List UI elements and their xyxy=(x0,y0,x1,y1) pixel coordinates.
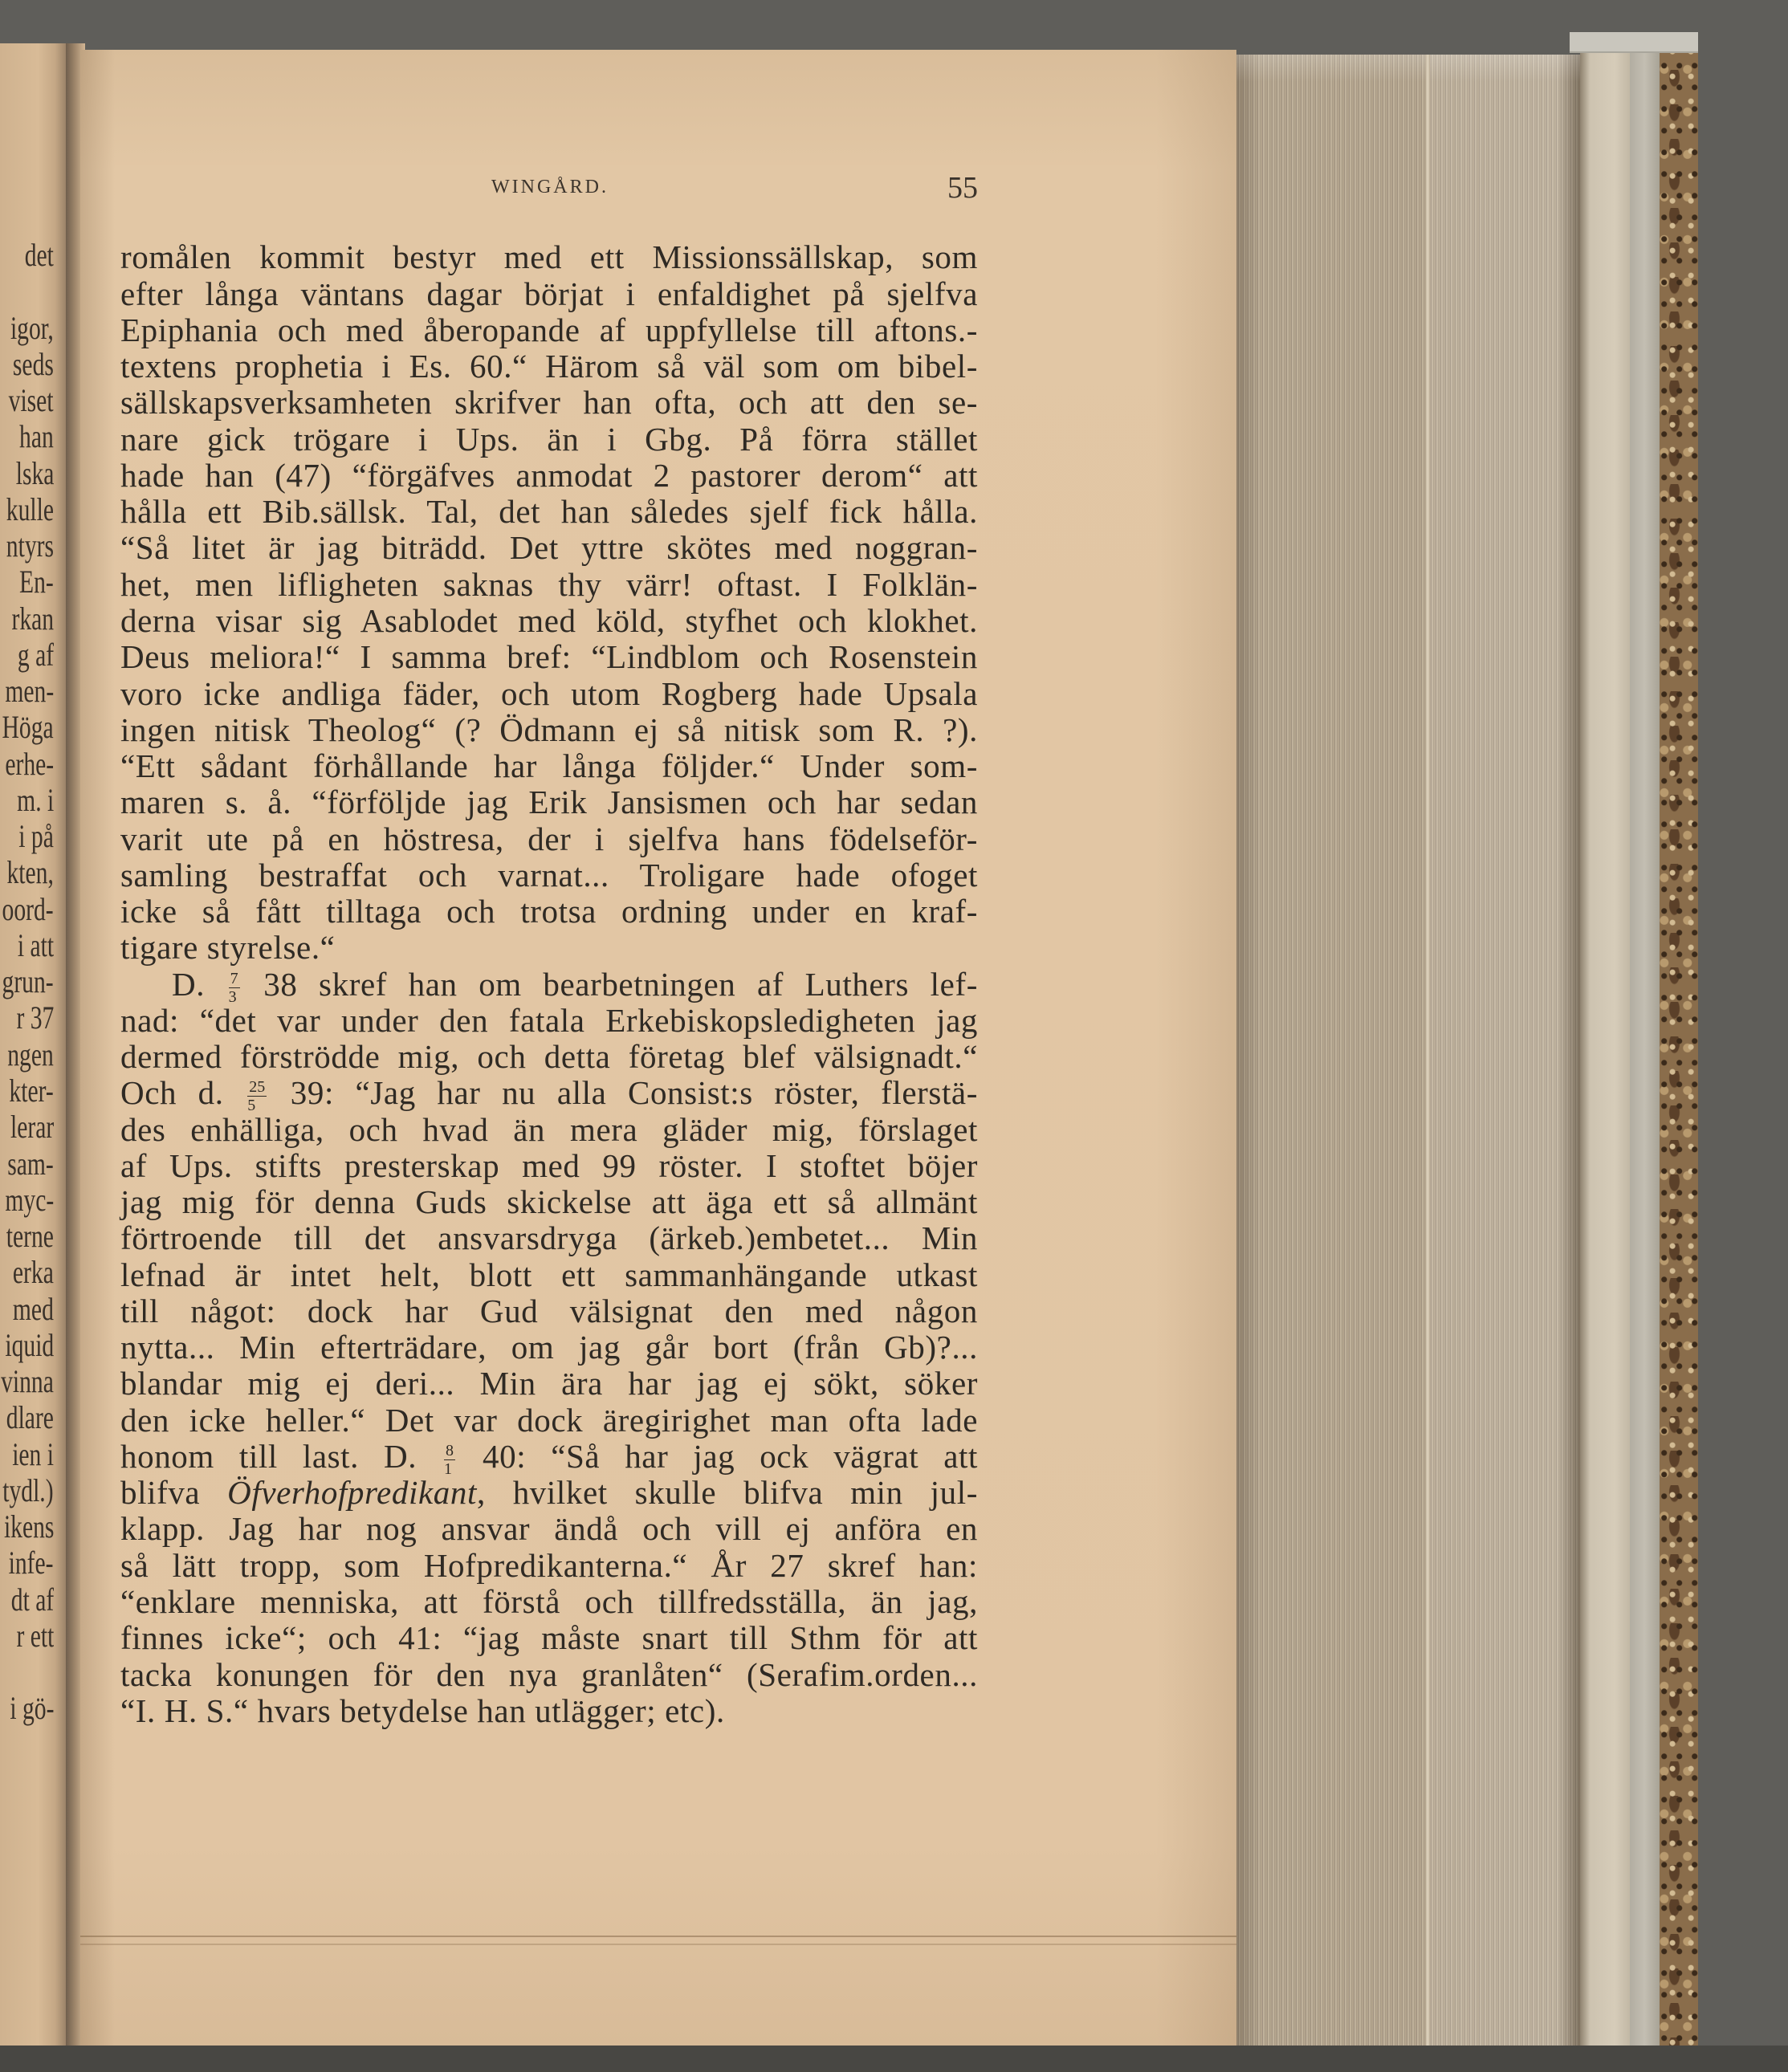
text-line xyxy=(120,1437,978,1479)
left-page-fragment: lerar xyxy=(10,1109,54,1146)
left-page-fragment: med xyxy=(13,1290,54,1327)
text-line: klapp. Jag har nog ansvar ändå och vill ej anföra en xyxy=(120,1510,978,1548)
text-line: Epiphania och med åberopande af uppfyllelse till aftons.- xyxy=(120,311,978,348)
left-page-fragment: r 37 xyxy=(16,999,54,1036)
text-line: hade han (47) “förgäfves anmodat 2 pastorer derom“ att xyxy=(120,456,978,494)
text-line: textens prophetia i Es. 60.“ Härom så väl som om bibel- xyxy=(120,348,978,385)
left-page-fragment: men- xyxy=(5,673,54,710)
date-fraction xyxy=(444,1443,455,1477)
left-page-fragment: terne xyxy=(6,1218,54,1255)
text-line: derna visar sig Asablodet med köld, styfhet och klokhet. xyxy=(120,601,978,639)
fraction-numerator: 8 xyxy=(446,1442,454,1460)
left-page-fragment: tydl.) xyxy=(2,1472,54,1508)
left-page-fragment: kten, xyxy=(6,854,54,891)
text-line: het, men lifligheten saknas thy värr! oftast. I Folklän- xyxy=(120,565,978,603)
text-line: varit ute på en höstresa, der i sjelfva hans födelseför- xyxy=(120,820,978,857)
text-line: tigare styrelse.“ xyxy=(120,929,336,967)
text-line xyxy=(120,1074,978,1115)
endpaper xyxy=(1580,47,1630,2047)
left-page-fragment: r ett xyxy=(16,1617,54,1654)
left-page-fragment: sam- xyxy=(7,1145,54,1182)
cover-board xyxy=(1630,40,1660,2047)
text-line: romålen kommit bestyr med ett Missionssällskap, som xyxy=(120,238,978,276)
fraction-denominator: 3 xyxy=(228,987,237,1006)
main-page xyxy=(80,50,1236,2046)
page-edges xyxy=(1236,55,1580,2046)
text-line: voro icke andliga fäder, och utom Rogberg hade Upsala xyxy=(120,674,978,712)
left-page-fragment: det xyxy=(24,237,54,273)
left-page-fragment: iquid xyxy=(5,1326,54,1363)
text-line: så lätt tropp, som Hofpredikanterna.“ År 27 skref han: xyxy=(120,1546,978,1584)
text-line: efter långa väntans dagar börjat i enfaldighet på sjelfva xyxy=(120,275,978,312)
text-run: , hvilket skulle blifva min jul- xyxy=(476,1474,978,1512)
left-page-fragment: ngen xyxy=(7,1036,54,1073)
text-run: blifva xyxy=(120,1474,228,1512)
page-curl-line xyxy=(80,1944,1236,1945)
table-surface xyxy=(0,2046,1788,2072)
page-edges-divider xyxy=(1426,55,1430,2046)
text-line: dermed förströdde mig, och detta företag blef välsignadt.“ xyxy=(120,1038,978,1076)
text-line: samling bestraffat och varnat... Troligare hade ofoget xyxy=(120,856,978,894)
left-page-fragment: han xyxy=(19,418,54,455)
text-run: Och d. xyxy=(120,1074,246,1112)
left-page-fragment: erka xyxy=(13,1254,54,1291)
left-page-fragment: g af xyxy=(17,636,54,673)
left-page-fragment: rkan xyxy=(11,600,54,637)
left-page-fragment: dt af xyxy=(10,1581,54,1618)
marbled-cover-edge xyxy=(1660,35,1698,2047)
page-number: 55 xyxy=(947,171,978,205)
left-page-fragment: igor, xyxy=(10,309,54,346)
body-text xyxy=(120,239,978,1765)
text-line xyxy=(120,1475,978,1511)
fraction-denominator: 1 xyxy=(444,1460,453,1479)
text-line: af Ups. stifts presterskap med 99 röster. I stoftet böjer xyxy=(120,1146,978,1184)
left-page-fragment: i gö- xyxy=(9,1690,54,1727)
text-run: 40: “Så har jag ock vägrat att xyxy=(458,1437,978,1475)
left-page-fragment: viset xyxy=(9,382,54,419)
text-line: finnes icke“; och 41: “jag måste snart till Sthm för att xyxy=(120,1619,978,1657)
fraction-denominator: 5 xyxy=(247,1097,256,1115)
text-line: hålla ett Bib.sällsk. Tal, det han således sjelf fick hålla. xyxy=(120,493,978,531)
text-line: förtroende till det ansvarsdryga (ärkeb.)embetet... Min xyxy=(120,1219,978,1257)
left-page-fragment: Höga xyxy=(2,709,54,746)
text-line: “enklare menniska, att förstå och tillfredsställa, än jag, xyxy=(120,1583,978,1620)
text-line: maren s. å. “förföljde jag Erik Jansismen och har sedan xyxy=(120,784,978,821)
left-page-fragment: i att xyxy=(17,926,54,963)
text-line: lefnad är intet helt, blott ett sammanhängande utkast xyxy=(120,1256,978,1293)
text-line: “Så litet är jag biträdd. Det yttre skötes med noggran- xyxy=(120,529,978,567)
text-line: “I. H. S.“ hvars betydelse han utlägger; etc). xyxy=(120,1691,725,1729)
running-head: WINGÅRD. xyxy=(491,177,609,197)
text-line: nytta... Min efterträdare, om jag går bort (från Gb)?... xyxy=(120,1329,978,1366)
text-run: D. xyxy=(172,965,226,1003)
text-line: “Ett sådant förhållande har långa följder.“ Under som- xyxy=(120,747,978,785)
text-line: jag mig för denna Guds skickelse att äga ett så allmänt xyxy=(120,1183,978,1221)
left-page-fragment: i på xyxy=(18,818,54,855)
left-page-fragment: lska xyxy=(15,454,54,491)
text-run: honom till last. D. xyxy=(120,1437,442,1475)
left-page-fragment: seds xyxy=(13,345,54,382)
text-line: tacka konungen för den nya granlåten“ (Serafim.orden... xyxy=(120,1655,978,1693)
text-line: Deus meliora!“ I samma bref: “Lindblom och Rosenstein xyxy=(120,638,978,676)
left-page-text xyxy=(0,0,54,2072)
text-line: nad: “det var under den fatala Erkebiskopsledigheten jag xyxy=(120,1001,978,1039)
text-run: 39: “Jag har nu alla Consist:s röster, flerstä- xyxy=(269,1074,978,1112)
left-page-fragment: kter- xyxy=(9,1072,54,1109)
left-page-fragment: infe- xyxy=(9,1545,54,1581)
left-page-fragment: oord- xyxy=(2,890,54,927)
text-line: icke så fått tilltaga och trotsa ordning under en kraf- xyxy=(120,893,978,930)
left-page-fragment: ikens xyxy=(3,1508,54,1545)
left-page-fragment: erhe- xyxy=(5,745,54,782)
left-page-fragment: myc- xyxy=(5,1181,54,1218)
left-page-fragment: ntyrs xyxy=(6,527,54,564)
text-line: des enhälliga, och hvad än mera gläder mig, förslaget xyxy=(120,1110,978,1148)
text-line xyxy=(120,965,978,1006)
text-line: till något: dock har Gud välsignat den med någon xyxy=(120,1292,978,1329)
left-page-fragment: kulle xyxy=(6,491,54,527)
text-line: nare gick trögare i Ups. än i Gbg. På förra stället xyxy=(120,420,978,458)
text-line: ingen nitisk Theolog“ (? Ödmann ej så nitisk som R. ?). xyxy=(120,710,978,748)
left-page-fragment: ien i xyxy=(12,1435,54,1472)
left-page-fragment: dlare xyxy=(6,1399,54,1436)
date-fraction xyxy=(229,971,240,1005)
fraction-numerator: 7 xyxy=(230,969,238,987)
left-page-fragment: En- xyxy=(19,564,54,600)
left-page-fragment: vinna xyxy=(1,1363,54,1400)
page-curl-line xyxy=(80,1936,1236,1937)
italic-run: Öfverhofpredikant xyxy=(227,1474,477,1512)
text-line: sällskapsverksamheten skrifver han ofta, och att den se- xyxy=(120,384,978,421)
date-fraction xyxy=(247,1079,267,1113)
text-line: den icke heller.“ Det var dock äregirighet man ofta lade xyxy=(120,1401,978,1439)
fraction-numerator: 25 xyxy=(249,1078,266,1097)
text-line: blandar mig ej deri... Min ära har jag ej sökt, söker xyxy=(120,1365,978,1402)
cover-top-edge xyxy=(1570,32,1698,53)
left-page-fragment: m. i xyxy=(16,781,54,818)
text-run: 38 skref han om bearbetningen af Luthers lef- xyxy=(242,965,978,1003)
left-page-fragment: grun- xyxy=(2,963,54,1000)
